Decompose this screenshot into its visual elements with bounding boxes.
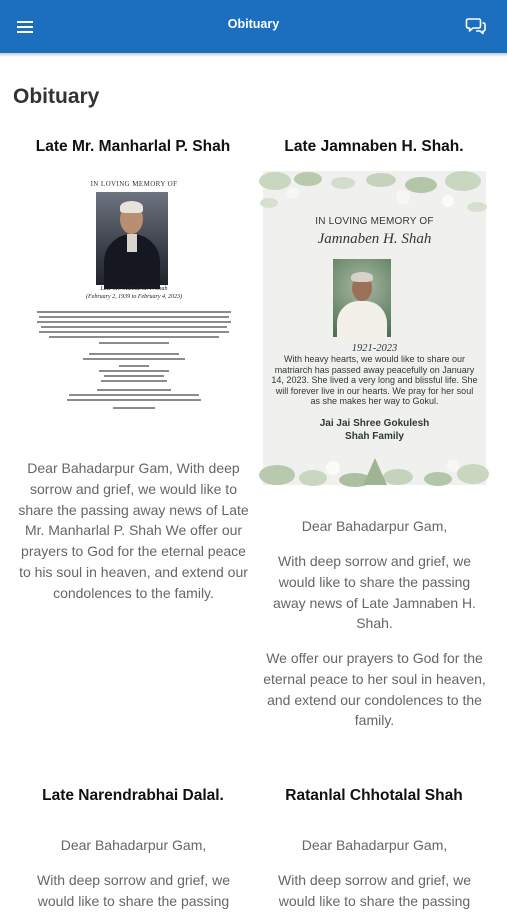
chat-bubbles-icon <box>466 17 486 35</box>
chat-button[interactable] <box>463 13 489 39</box>
card-text-manharlal: Dear Bahadarpur Gam, With deep sorrow and grief, we would like to share the passing away news of Late Mr. Manharlal P. Shah We offer our prayers to God for the eternal peace to his soul in heaven, and extend our condolences to the family. <box>18 460 249 601</box>
flyer-fine-print <box>37 321 231 323</box>
card-title-jamnaben: Late Jamnaben H. Shah. <box>284 138 464 155</box>
app-bar <box>0 0 507 53</box>
app-bar-shadow <box>0 53 507 57</box>
card-greeting-jamnaben: Dear Bahadarpur Gam, <box>301 518 448 534</box>
flyer-fine-print <box>69 394 199 396</box>
page-title: Obituary <box>13 85 100 108</box>
flyer-fine-print <box>99 370 169 372</box>
card-title-ratanlal: Ratanlal Chhotalal Shah <box>285 787 463 804</box>
flyer-signature-line-1: Jai Jai Shree Gokulesh <box>319 418 430 429</box>
flyer-fine-print <box>37 311 231 313</box>
flyer-dates: (February 2, 1939 to February 4, 2023) <box>86 294 182 300</box>
app-bar-title: Obituary <box>227 17 280 31</box>
portrait-photo-jamnaben <box>333 259 391 337</box>
card-title-manharlal: Late Mr. Manharlal P. Shah <box>35 138 231 155</box>
obituary-flyer-jamnaben[interactable] <box>263 171 486 485</box>
card-title-narendrabhai: Late Narendrabhai Dalal. <box>42 787 224 804</box>
flyer-fine-print <box>49 336 219 338</box>
card-text-ratanlal: With deep sorrow and grief, we would like to share the passing <box>278 872 471 909</box>
flyer-fine-print <box>39 331 229 333</box>
card-text-jamnaben: With deep sorrow and grief, we would like to share the passing away news of Late Jamnaben H. Shah. <box>272 553 477 632</box>
portrait-photo-manharlal <box>96 192 168 285</box>
flyer-name: Jamnaben H. Shah <box>317 231 432 247</box>
obituary-flyer-manharlal[interactable] <box>29 171 239 441</box>
flyer-heading: IN LOVING MEMORY OF <box>90 180 178 188</box>
flyer-heading: IN LOVING MEMORY OF <box>315 216 434 227</box>
flyer-fine-print <box>101 380 167 382</box>
card-greeting-ratanlal: Dear Bahadarpur Gam, <box>301 837 448 853</box>
flyer-signature-line-2: Shah Family <box>345 431 404 442</box>
flyer-fine-print <box>67 399 201 401</box>
flyer-fine-print <box>104 375 164 377</box>
flyer-name: Late Mr. Manharlal P. Shah <box>100 286 168 292</box>
flyer-message: With heavy hearts, we would like to share our matriarch has passed away peacefully on January 14, 2023. She lived a very long and blissful life. She will forever live in our hearts. We pray for her soul as she makes her way to Gokul. <box>271 354 478 407</box>
flyer-fine-print <box>113 407 155 409</box>
flyer-fine-print <box>41 326 227 328</box>
card-condolence-jamnaben: We offer our prayers to God for the eternal peace to her soul in heaven, and extend our condolences to the family. <box>263 650 486 729</box>
flyer-fine-print <box>119 365 149 367</box>
flyer-fine-print <box>83 358 185 360</box>
flyer-fine-print <box>97 389 171 391</box>
floral-border-bottom <box>263 430 486 485</box>
card-greeting-narendrabhai: Dear Bahadarpur Gam, <box>60 837 207 853</box>
flyer-fine-print <box>99 342 169 344</box>
flyer-fine-print <box>89 353 179 355</box>
flyer-fine-print <box>39 316 229 318</box>
card-text-narendrabhai: With deep sorrow and grief, we would like to share the passing <box>37 872 230 909</box>
flyer-years: 1921-2023 <box>351 343 398 354</box>
